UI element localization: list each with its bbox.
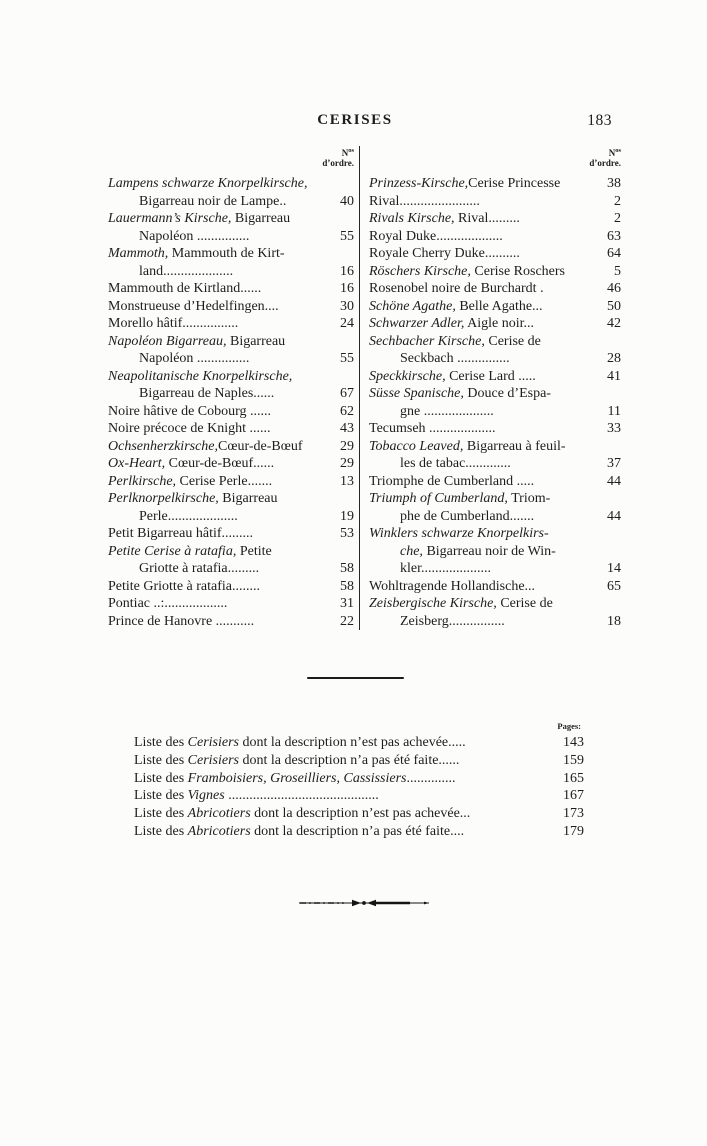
entry-line	[369, 420, 621, 438]
entry-number: 33	[607, 421, 621, 436]
entry-text: gne ....................	[400, 403, 494, 419]
entry-line	[369, 263, 621, 281]
entry-line	[108, 420, 354, 438]
entry-number: 62	[340, 403, 354, 419]
entry-number: 2	[614, 211, 621, 226]
entry-text: Prince de Hanovre ...........	[108, 613, 255, 629]
entry-number: 19	[340, 508, 354, 524]
entry-text: Liste des Vignes ...........................................	[134, 788, 379, 804]
entry-line	[369, 560, 621, 578]
entry-line	[369, 438, 621, 456]
entry-number	[595, 595, 621, 613]
entry-text: Tecumseh ...................	[369, 421, 496, 436]
entry-line	[108, 543, 354, 561]
entry-line	[108, 333, 354, 351]
entry-number: 173	[563, 806, 584, 822]
page-title: CERISES	[317, 112, 393, 128]
entry-number: 67	[340, 386, 354, 401]
entry-line	[369, 315, 621, 333]
entry-line	[108, 210, 354, 228]
entry-text: Triumph of Cumberland, Triom-	[369, 491, 551, 506]
entry-line	[108, 228, 354, 246]
entry-number	[595, 385, 621, 403]
entry-text: Triomphe de Cumberland .....	[369, 473, 535, 489]
entry-text: Speckkirsche, Cerise Lard .....	[369, 368, 536, 384]
entry-number: 46	[607, 281, 621, 296]
entry-line	[108, 385, 354, 403]
entry-text: Schwarzer Adler, Aigle noir...	[369, 316, 535, 331]
entry-text: Rival.......................	[369, 193, 480, 209]
entry-line	[108, 613, 354, 631]
index-left-column	[108, 146, 354, 630]
entry-text: Zeisbergische Kirsche, Cerise de	[369, 596, 553, 611]
entry-text: Rivals Kirsche, Rival.........	[369, 211, 520, 226]
entry-line	[369, 280, 621, 298]
entry-line	[369, 298, 621, 316]
entry-text: Röschers Kirsche, Cerise Roschers	[369, 263, 565, 279]
entry-number	[328, 543, 354, 561]
entry-text: Lampens schwarze Knorpelkirsche,	[108, 176, 308, 191]
entry-number: 43	[340, 421, 354, 436]
entry-line	[108, 263, 354, 281]
index-left-lines	[108, 175, 354, 630]
entry-text: Mammouth de Kirtland......	[108, 281, 262, 296]
entry-text: Bigarreau noir de Lampe..	[139, 193, 287, 209]
entry-line	[369, 473, 621, 491]
entry-line	[134, 787, 584, 805]
entry-number: 13	[340, 473, 354, 489]
entry-text: Ochsenherzkirsche,Cœur-de-Bœuf	[108, 438, 303, 454]
entry-line	[108, 315, 354, 333]
entry-line	[108, 578, 354, 596]
entry-number: 42	[607, 316, 621, 331]
entry-line	[369, 368, 621, 386]
index-right-lines	[369, 175, 621, 630]
entry-number	[595, 525, 621, 543]
entry-text: Napoléon ...............	[139, 351, 250, 366]
entry-text: Seckbach ...............	[400, 351, 510, 366]
entry-text: Royal Duke...................	[369, 228, 503, 244]
entry-number: 40	[340, 193, 354, 209]
entry-text: Ox-Heart, Cœur-de-Bœuf......	[108, 456, 275, 471]
entry-line	[108, 473, 354, 491]
entry-text: Rosenobel noire de Burchardt .	[369, 281, 544, 296]
entry-line	[369, 228, 621, 246]
entry-line	[108, 245, 354, 263]
entry-text: Winklers schwarze Knorpelkirs-	[369, 526, 549, 541]
entry-line	[108, 508, 354, 526]
page-number: 183	[587, 112, 612, 129]
entry-number: 41	[607, 368, 621, 384]
entry-number	[595, 438, 621, 456]
entry-text: Pontiac ..:..................	[108, 596, 228, 611]
entry-line	[134, 770, 584, 788]
entry-number	[595, 543, 621, 561]
entry-line	[369, 333, 621, 351]
entry-text: land....................	[139, 263, 234, 279]
entry-line	[108, 280, 354, 298]
entry-line	[108, 560, 354, 578]
tailpiece-ornament	[298, 897, 430, 909]
entry-line	[369, 403, 621, 421]
entry-text: Griotte à ratafia.........	[139, 561, 260, 576]
entry-line	[369, 490, 621, 508]
entry-text: Liste des Cerisiers dont la description n’est pas achevée.....	[134, 735, 466, 750]
entry-number: 24	[340, 316, 354, 331]
entry-text: Napoléon ...............	[139, 228, 250, 244]
entry-line	[108, 175, 354, 193]
entry-text: Perle....................	[139, 508, 238, 524]
entry-number: 2	[614, 193, 621, 209]
entry-text: Prinzess-Kirsche,Cerise Princesse	[369, 176, 561, 191]
entry-line	[108, 455, 354, 473]
entry-number: 22	[340, 613, 354, 629]
entry-text: Noire précoce de Knight ......	[108, 421, 271, 436]
entry-number: 159	[563, 752, 584, 768]
entry-line	[369, 385, 621, 403]
entry-text: Tobacco Leaved, Bigarreau à feuil-	[369, 438, 566, 454]
order-number-header-left: $N^{os}$ d’ordre.	[322, 147, 354, 168]
entry-line	[369, 175, 621, 193]
entry-text: Royale Cherry Duke..........	[369, 246, 520, 261]
entry-line	[108, 490, 354, 508]
entry-line	[108, 298, 354, 316]
entry-number	[595, 333, 621, 351]
section-divider-rule	[307, 677, 404, 679]
entry-line	[134, 823, 584, 841]
entry-line	[108, 595, 354, 613]
entry-line	[369, 525, 621, 543]
entry-number: 16	[340, 281, 354, 296]
entry-text: Liste des Framboisiers, Groseilliers, Cassissiers..............	[134, 770, 456, 786]
entry-number	[328, 490, 354, 508]
index-right-column	[359, 146, 621, 630]
entry-line	[369, 613, 621, 631]
entry-number: 63	[607, 228, 621, 244]
order-number-header-right: $N^{os}$ d’ordre.	[589, 147, 621, 168]
entry-line	[369, 193, 621, 211]
entry-number: 16	[340, 263, 354, 279]
entry-text: Petite Cerise à ratafia, Petite	[108, 543, 272, 559]
entry-number: 5	[614, 263, 621, 279]
entry-number: 58	[340, 578, 354, 594]
entry-number	[595, 490, 621, 508]
entry-number: 14	[607, 561, 621, 576]
entry-number	[328, 245, 354, 263]
bottom-list-lines	[134, 734, 584, 841]
entry-text: Wohltragende Hollandische...	[369, 578, 536, 594]
entry-number	[328, 210, 354, 228]
pages-header: Pages:	[557, 721, 581, 731]
entry-text: Bigarreau de Naples......	[139, 386, 275, 401]
entry-line	[134, 805, 584, 823]
entry-number: 167	[563, 788, 584, 804]
entry-text: kler....................	[400, 561, 491, 576]
entry-number: 58	[340, 561, 354, 576]
entry-number: 11	[607, 403, 621, 419]
entry-text: Napoléon Bigarreau, Bigarreau	[108, 333, 286, 349]
entry-number: 30	[340, 298, 354, 314]
entry-text: Petite Griotte à ratafia........	[108, 578, 260, 594]
entry-number: 38	[607, 176, 621, 191]
entry-number: 44	[607, 473, 621, 489]
entry-line	[134, 734, 584, 752]
entry-text: Perlknorpelkirsche, Bigarreau	[108, 491, 278, 506]
entry-number: 65	[607, 578, 621, 594]
entry-line	[108, 403, 354, 421]
entry-number: 64	[607, 246, 621, 261]
entry-text: Perlkirsche, Cerise Perle.......	[108, 473, 273, 489]
entry-number: 28	[607, 351, 621, 366]
entry-number: 55	[340, 228, 354, 244]
entry-number: 29	[340, 456, 354, 471]
entry-line	[369, 578, 621, 596]
entry-line	[369, 455, 621, 473]
entry-line	[369, 350, 621, 368]
entry-number: 44	[607, 508, 621, 524]
entry-number: 37	[607, 456, 621, 471]
entry-line	[369, 508, 621, 526]
entry-text: Liste des Cerisiers dont la description n’a pas été faite......	[134, 752, 460, 768]
index-columns	[108, 146, 621, 630]
entry-number: 53	[340, 526, 354, 541]
entry-number: 55	[340, 351, 354, 366]
entry-text: Morello hâtif................	[108, 316, 239, 331]
entry-text: Liste des Abricotiers dont la description n’a pas été faite....	[134, 823, 465, 839]
entry-text: che, Bigarreau noir de Win-	[400, 543, 556, 559]
entry-line	[108, 438, 354, 456]
entry-text: Liste des Abricotiers dont la description n’est pas achevée...	[134, 806, 471, 822]
entry-text: Noire hâtive de Cobourg ......	[108, 403, 272, 419]
entry-text: les de tabac.............	[400, 456, 511, 471]
entry-text: Neapolitanische Knorpelkirsche,	[108, 368, 293, 384]
entry-number: 31	[340, 596, 354, 611]
entry-number	[328, 175, 354, 193]
entry-number: 50	[607, 298, 621, 314]
entry-text: Zeisberg................	[400, 613, 505, 629]
entry-line	[369, 210, 621, 228]
entry-number: 165	[563, 770, 584, 786]
entry-text: Süsse Spanische, Douce d’Espa-	[369, 386, 551, 401]
entry-line	[369, 543, 621, 561]
entry-text: Petit Bigarreau hâtif.........	[108, 526, 254, 541]
entry-text: Sechbacher Kirsche, Cerise de	[369, 333, 541, 349]
entry-line	[134, 752, 584, 770]
entry-text: Mammoth, Mammouth de Kirt-	[108, 246, 285, 261]
entry-number: 179	[563, 823, 584, 839]
entry-number	[328, 333, 354, 351]
entry-number: 29	[340, 438, 354, 454]
entry-line	[369, 245, 621, 263]
running-head	[98, 112, 612, 134]
entry-line	[108, 525, 354, 543]
entry-text: Lauermann’s Kirsche, Bigarreau	[108, 211, 291, 226]
entry-number: 18	[607, 613, 621, 629]
entry-text: Monstrueuse d’Hedelfingen....	[108, 298, 279, 314]
bottom-page-list	[134, 721, 584, 841]
entry-line	[108, 193, 354, 211]
entry-number	[328, 368, 354, 386]
entry-text: Schöne Agathe, Belle Agathe...	[369, 298, 543, 314]
entry-line	[108, 350, 354, 368]
entry-line	[369, 595, 621, 613]
entry-text: phe de Cumberland.......	[400, 508, 535, 524]
entry-line	[108, 368, 354, 386]
entry-number: 143	[563, 735, 584, 750]
